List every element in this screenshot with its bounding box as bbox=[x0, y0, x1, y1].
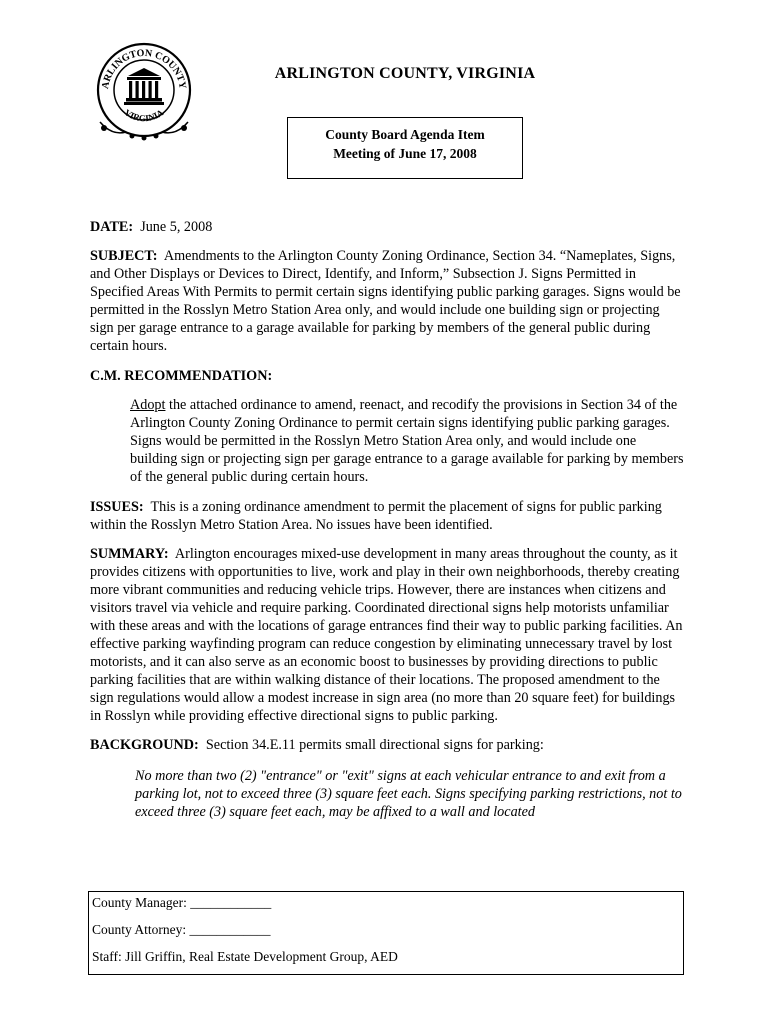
recommendation-paragraph bbox=[130, 396, 686, 486]
date-line bbox=[90, 218, 686, 236]
signature-box bbox=[88, 891, 684, 975]
adopt-word: Adopt bbox=[130, 397, 166, 413]
background-text: Section 34.E.11 permits small directional signs for parking: bbox=[205, 737, 544, 753]
background-label: BACKGROUND: bbox=[90, 737, 199, 753]
summary-label: SUMMARY: bbox=[90, 546, 169, 562]
county-title: ARLINGTON COUNTY, VIRGINIA bbox=[274, 65, 536, 82]
agenda-item-label: County Board Agenda Item bbox=[325, 127, 485, 142]
county-attorney-line: County Attorney: ____________ bbox=[92, 922, 271, 937]
county-seal-logo bbox=[92, 40, 196, 144]
memo-body bbox=[90, 218, 686, 821]
meeting-date: Meeting of June 17, 2008 bbox=[333, 146, 477, 161]
subject-text: Amendments to the Arlington County Zoning Ordinance, Section 34. “Nameplates, Signs, and Other Displays or Devices to Direct, Identify, and Inform,” Subsection J. Signs Permitted in Specified Areas With Permits to permit certain signs identifying public parking garages. Signs would be permitted in the Rosslyn Metro Station Area only, and would include one building sign or projecting sign per garage entrance to a garage available for parking by members of the general public during certain hours. bbox=[90, 248, 681, 354]
subject-paragraph bbox=[90, 247, 686, 355]
recommendation-label: C.M. RECOMMENDATION: bbox=[90, 368, 273, 384]
background-paragraph bbox=[90, 736, 686, 754]
agenda-item-box bbox=[287, 117, 523, 179]
summary-paragraph bbox=[90, 545, 686, 725]
recommendation-heading bbox=[90, 367, 686, 385]
date-value: June 5, 2008 bbox=[140, 219, 213, 235]
issues-text: This is a zoning ordinance amendment to permit the placement of signs for public parking within the Rosslyn Metro Station Area. No issues have been identified. bbox=[90, 499, 662, 533]
issues-paragraph bbox=[90, 498, 686, 534]
staff-line: Staff: Jill Griffin, Real Estate Development Group, AED bbox=[92, 949, 398, 964]
background-quote: No more than two (2) "entrance" or "exit" signs at each vehicular entrance to and exit from a parking lot, not to exceed three (3) square feet each. Signs specifying parking restrictions, not to exceed three (3) square feet each, may be affixed to a wall and located bbox=[135, 768, 682, 820]
county-manager-line: County Manager: ____________ bbox=[92, 895, 272, 910]
svg-text:ARLINGTON COUNTY: ARLINGTON COUNTY bbox=[100, 47, 188, 90]
subject-label: SUBJECT: bbox=[90, 248, 158, 264]
summary-text: Arlington encourages mixed-use development in many areas throughout the county, as it provides citizens with opportunities to live, work and play in their own neighborhoods, thereby creating more vibrant communities and reducing vehicle trips. However, there are instances when citizens and visitors travel via vehicle and require parking. Coordinated directional signs help motorists unfamiliar with these areas and with the locations of garage entrances find their way to public parking facilities. An effective parking wayfinding program can reduce congestion by eliminating unnecessary travel by lost motorists, and it can also serve as an economic boost to businesses by providing directions to public parking facilities that are within walking distance of their locations. The proposed amendment to the sign regulations would allow a modest increase in sign area (no more than 20 square feet) for buildings in Rosslyn while providing effective directional signs to public parking. bbox=[90, 546, 683, 724]
date-label: DATE: bbox=[90, 219, 134, 235]
svg-text:VIRGINIA: VIRGINIA bbox=[122, 107, 166, 124]
issues-label: ISSUES: bbox=[90, 499, 144, 515]
recommendation-text: the attached ordinance to amend, reenact, and recodify the provisions in Section 34 of the Arlington County Zoning Ordinance to permit certain signs identifying public parking garages. Signs would be permitted in the Rosslyn Metro Station Area only, and would include one building sign or projecting sign per garage entrance to a garage available for parking by members of the general public during certain hours. bbox=[130, 397, 684, 485]
